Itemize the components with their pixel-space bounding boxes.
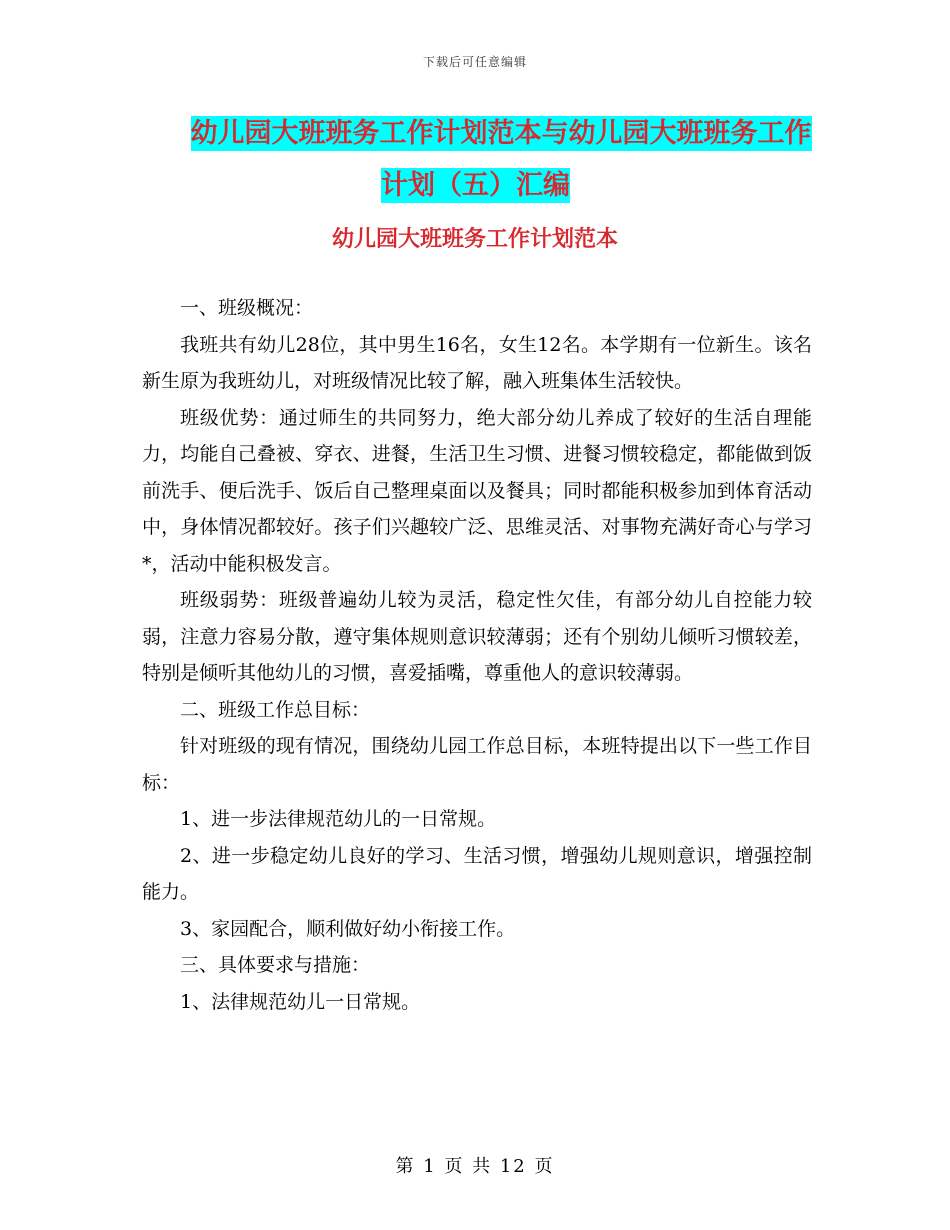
title-line-2: 计划（五）汇编 (381, 170, 570, 201)
paragraph: 1、进一步法律规范幼儿的一日常规。 (180, 808, 497, 830)
document-body (142, 290, 812, 1020)
page-number-footer: 第 1 页 共 12 页 (395, 1156, 555, 1177)
section-title: 幼儿园大班班务工作计划范本 (331, 227, 618, 252)
paragraph: 1、法律规范幼儿一日常规。 (180, 990, 421, 1013)
paragraph: 我班共有幼儿28位，其中男生16名，女生12名。本学期有一位新生。该名新生原为我班幼儿，对班级情况比较了解，融入班集体生活较快。 (142, 333, 812, 392)
paragraph: 三、具体要求与措施： (180, 954, 371, 976)
paragraph: 针对班级的现有情况，围绕幼儿园工作总目标，本班特提出以下一些工作目标： (142, 735, 812, 794)
paragraph: 一、班级概况： (180, 297, 314, 319)
paragraph: 二、班级工作总目标： (180, 698, 371, 721)
document-title (0, 108, 950, 212)
header-note: 下载后可任意编辑 (422, 55, 527, 69)
paragraph: 3、家园配合，顺利做好幼小衔接工作。 (180, 917, 516, 940)
title-line-1: 幼儿园大班班务工作计划范本与幼儿园大班班务工作 (190, 118, 812, 149)
paragraph: 班级弱势：班级普遍幼儿较为灵活，稳定性欠佳，有部分幼儿自控能力较弱，注意力容易分散，遵守集体规则意识较薄弱；还有个别幼儿倾听习惯较差，特别是倾听其他幼儿的习惯，喜爱插嘴，尊重他人的意识较薄弱。 (142, 589, 812, 684)
paragraph: 2、进一步稳定幼儿良好的学习、生活习惯，增强幼儿规则意识，增强控制能力。 (142, 844, 812, 903)
paragraph: 班级优势：通过师生的共同努力，绝大部分幼儿养成了较好的生活自理能力，均能自己叠被、穿衣、进餐，生活卫生习惯、进餐习惯较稳定，都能做到饭前洗手、便后洗手、饭后自己整理桌面以及餐具；同时都能积极参加到体育活动中，身体情况都较好。孩子们兴趣较广泛、思维灵活、对事物充满好奇心与学习*，活动中能积极发言。 (142, 406, 812, 575)
